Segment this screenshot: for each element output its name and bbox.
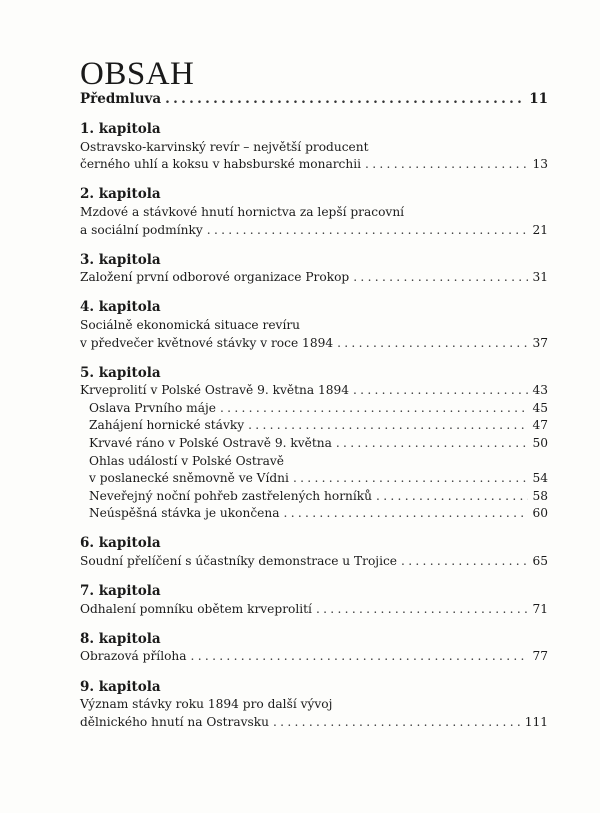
- entry-title: Oslava Prvního máje: [89, 400, 216, 415]
- toc-entry-line: [80, 470, 548, 488]
- dot-leader: [248, 417, 528, 435]
- page-number: 58: [532, 488, 548, 503]
- entry-title: Soudní přelíčení s účastníky demonstrace u Trojice: [80, 554, 398, 569]
- dot-leader: [336, 435, 529, 453]
- page-number: 50: [532, 436, 548, 450]
- dot-leader: [337, 335, 528, 353]
- chapter-heading-text: 8. kapitola: [80, 630, 161, 647]
- page-number: 71: [532, 601, 548, 616]
- toc-section: [80, 91, 548, 109]
- dot-leader: [365, 156, 528, 174]
- toc-entry-line: [80, 505, 548, 523]
- page-title: OBSAH: [80, 56, 195, 92]
- dot-leader: [165, 91, 525, 109]
- chapter-heading: [80, 121, 548, 139]
- chapter-heading-text: 2. kapitola: [80, 186, 161, 203]
- toc-section: [80, 252, 548, 287]
- page-number: 77: [532, 649, 548, 664]
- entry-title: Význam stávky roku 1894 pro další vývoj: [80, 697, 333, 712]
- chapter-heading: [80, 679, 548, 697]
- page-number: 47: [532, 418, 548, 433]
- toc-entry-line: [80, 488, 548, 506]
- chapter-heading-text: 1. kapitola: [80, 121, 161, 138]
- toc-entry-line: [80, 382, 548, 400]
- entry-title: černého uhlí a koksu v habsburské monarchii: [80, 157, 362, 172]
- chapter-heading-text: 9. kapitola: [80, 678, 161, 695]
- table-of-contents: [80, 91, 548, 744]
- entry-title: Ohlas událostí v Polské Ostravě: [89, 453, 284, 468]
- chapter-heading: [80, 535, 548, 553]
- toc-section: [80, 679, 548, 732]
- toc-section: [80, 583, 548, 618]
- chapter-heading-text: 6. kapitola: [80, 535, 161, 552]
- page-number: 43: [532, 383, 548, 398]
- toc-entry-line: [80, 714, 548, 732]
- chapter-heading-text: 7. kapitola: [80, 583, 161, 600]
- toc-entry-line: [80, 156, 548, 174]
- page-number: 111: [524, 714, 548, 729]
- entry-title: Zahájení hornické stávky: [89, 418, 245, 433]
- toc-section: [80, 186, 548, 239]
- toc-entry-line: [80, 335, 548, 353]
- chapter-heading-text: 3. kapitola: [80, 251, 161, 268]
- toc-entry-line: [80, 91, 548, 109]
- page-number: 54: [532, 471, 548, 486]
- dot-leader: [293, 470, 529, 488]
- toc-section: [80, 535, 548, 570]
- toc-entry-line: [80, 601, 548, 619]
- chapter-heading: [80, 252, 548, 270]
- chapter-heading: [80, 583, 548, 601]
- toc-section: [80, 365, 548, 523]
- chapter-heading: [80, 186, 548, 204]
- dot-leader: [273, 714, 521, 732]
- page-number: 60: [532, 506, 548, 521]
- entry-title: Krvavé ráno v Polské Ostravě 9. května: [89, 436, 332, 450]
- dot-leader: [353, 269, 528, 287]
- toc-entry-line: [80, 204, 548, 222]
- entry-title: Předmluva: [80, 91, 162, 107]
- toc-entry-line: [80, 696, 548, 714]
- page-number: 65: [532, 554, 548, 569]
- toc-entry-line: [80, 222, 548, 240]
- entry-title: v předvečer květnové stávky v roce 1894: [80, 335, 334, 350]
- toc-entry-line: [80, 648, 548, 666]
- dot-leader: [376, 488, 528, 506]
- toc-entry-line: [80, 317, 548, 335]
- page-number: 31: [532, 270, 548, 285]
- chapter-heading: [80, 299, 548, 317]
- page-number: 13: [532, 157, 548, 172]
- toc-entry-line: [80, 553, 548, 571]
- entry-title: Odhalení pomníku obětem krveprolití: [80, 601, 312, 616]
- dot-leader: [353, 382, 529, 400]
- toc-entry-line: [80, 139, 548, 157]
- toc-entry-line: [80, 269, 548, 287]
- page-number: 11: [529, 91, 548, 107]
- toc-entry-line: [80, 417, 548, 435]
- dot-leader: [207, 222, 529, 240]
- toc-entry-line: [80, 400, 548, 418]
- chapter-heading-text: 4. kapitola: [80, 299, 161, 316]
- entry-title: Založení první odborové organizace Prokop: [80, 270, 350, 285]
- dot-leader: [316, 601, 529, 619]
- chapter-heading: [80, 631, 548, 649]
- chapter-heading-text: 5. kapitola: [80, 364, 161, 381]
- entry-title: Obrazová příloha: [80, 649, 187, 664]
- dot-leader: [284, 505, 529, 523]
- page-number: 45: [532, 400, 548, 415]
- chapter-heading: [80, 365, 548, 383]
- entry-title: dělnického hnutí na Ostravsku: [80, 714, 269, 729]
- entry-title: Mzdové a stávkové hnutí hornictva za lepší pracovní: [80, 204, 405, 219]
- entry-title: Sociálně ekonomická situace revíru: [80, 317, 301, 332]
- entry-title: Krveprolití v Polské Ostravě 9. května 1894: [80, 383, 349, 398]
- entry-title: a sociální podmínky: [80, 222, 203, 237]
- toc-section: [80, 299, 548, 352]
- dot-leader: [401, 553, 528, 571]
- page-number: 21: [532, 222, 548, 237]
- entry-title: Ostravsko-karvinský revír – největší producent: [80, 139, 369, 154]
- entry-title: Neúspěšná stávka je ukončena: [89, 506, 280, 521]
- toc-section: [80, 121, 548, 174]
- entry-title: v poslanecké sněmovně ve Vídni: [89, 471, 289, 486]
- page-number: 37: [532, 335, 548, 350]
- toc-section: [80, 631, 548, 666]
- entry-title: Neveřejný noční pohřeb zastřelených horníků: [89, 488, 373, 503]
- toc-entry-line: [80, 435, 548, 453]
- toc-entry-line: [80, 453, 548, 471]
- dot-leader: [191, 648, 529, 666]
- dot-leader: [220, 400, 529, 418]
